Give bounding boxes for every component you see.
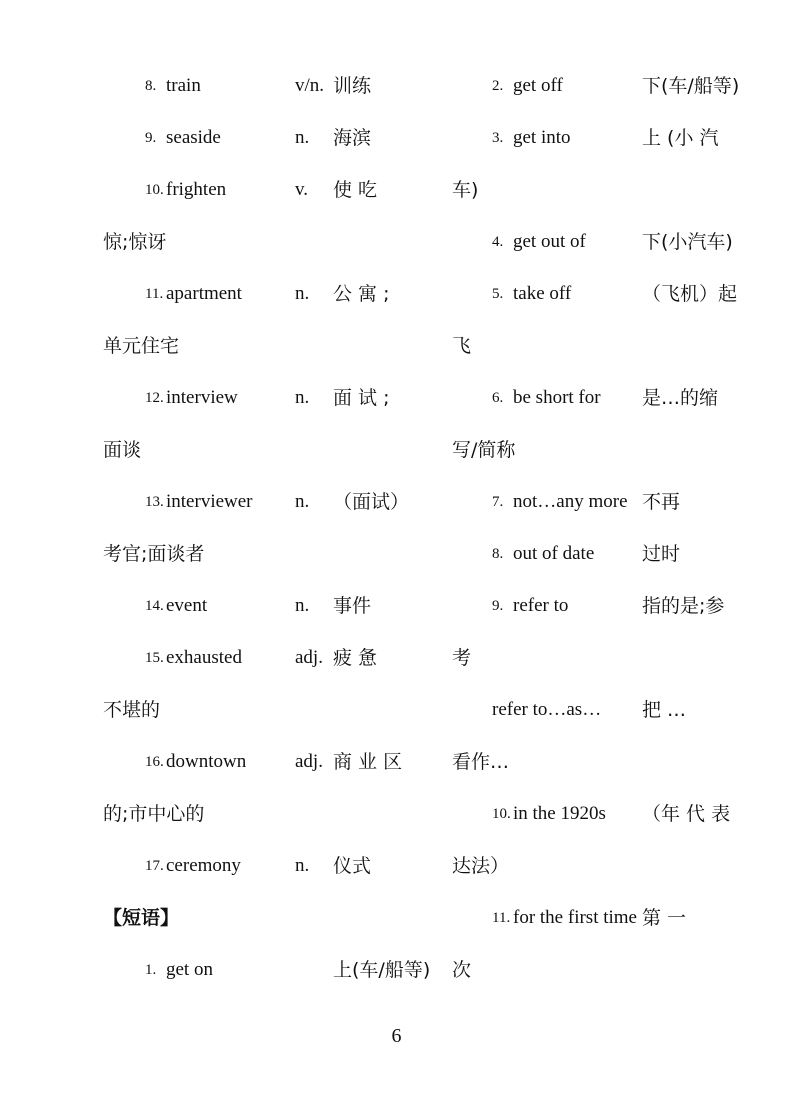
definition-continuation: 写/简称 [452,439,516,461]
vocab-line [452,424,742,476]
term: event [166,595,208,616]
right-column [452,60,742,996]
item-number: 13. [145,494,164,510]
part-of-speech: v. [295,179,309,200]
definition-continuation: 飞 [452,335,472,357]
term: interview [166,387,238,408]
chinese-definition: （飞机）起 [642,283,738,305]
chinese-definition: 不再 [642,491,681,513]
vocab-line [103,840,393,892]
vocab-line [452,320,742,372]
chinese-definition: 第 一 [642,907,687,929]
item-number: 2. [492,78,504,94]
vocab-line [452,736,742,788]
item-number: 10. [492,806,511,822]
item-number: 14. [145,598,164,614]
part-of-speech: n. [295,387,310,408]
item-number: 11. [492,910,511,926]
chinese-definition: 公 寓 ; [333,283,390,305]
vocab-line [103,580,393,632]
vocab-line [452,372,742,424]
definition-continuation: 看作… [452,751,510,773]
item-number: 8. [492,546,504,562]
item-number: 12. [145,390,164,406]
item-number: 1. [145,962,157,978]
term: refer to…as… [492,699,602,720]
term: not…any more [513,491,628,512]
definition-continuation: 面谈 [103,439,142,461]
part-of-speech: adj. [295,751,323,772]
vocab-line [452,164,742,216]
vocab-line [103,164,393,216]
vocab-line [452,788,742,840]
item-number: 3. [492,130,504,146]
vocab-line [452,892,742,944]
definition-continuation: 车) [452,179,479,201]
chinese-definition: 把 … [642,699,687,721]
vocab-line [103,268,393,320]
vocab-line [452,580,742,632]
definition-continuation: 次 [452,959,472,981]
chinese-definition: 仪式 [333,855,372,877]
chinese-definition: 上 (小 汽 [642,127,719,149]
term: get on [166,959,213,980]
vocab-line [452,684,742,736]
term: seaside [166,127,221,148]
term: apartment [166,283,242,304]
chinese-definition: （年 代 表 [642,803,731,825]
term: downtown [166,751,247,772]
vocab-line [103,320,393,372]
part-of-speech: n. [295,127,310,148]
chinese-definition: （面试） [333,491,410,513]
term: out of date [513,543,595,564]
item-number: 11. [145,286,164,302]
term: get out of [513,231,586,252]
part-of-speech: n. [295,595,310,616]
vocab-line [103,528,393,580]
definition-continuation: 的;市中心的 [103,803,205,825]
chinese-definition: 训练 [333,75,372,97]
term: interviewer [166,491,253,512]
term: frighten [166,179,227,200]
chinese-definition: 商 业 区 [333,751,403,773]
item-number: 4. [492,234,504,250]
part-of-speech: n. [295,491,310,512]
chinese-definition: 事件 [333,595,372,617]
vocab-line [103,476,410,528]
vocab-line [452,840,742,892]
chinese-definition: 过时 [642,543,681,565]
vocab-line [452,60,742,112]
part-of-speech: adj. [295,647,323,668]
term: for the first time [513,907,637,928]
term: ceremony [166,855,241,876]
vocab-line [103,60,393,112]
term: refer to [513,595,569,616]
item-number: 8. [145,78,157,94]
definition-continuation: 单元住宅 [103,335,180,357]
term: exhausted [166,647,242,668]
left-column [103,60,431,996]
definition-continuation: 惊;惊讶 [103,231,167,253]
definition-continuation: 不堪的 [103,699,161,721]
term: in the 1920s [513,803,606,824]
term: get into [513,127,571,148]
vocab-line [452,476,742,528]
item-number: 16. [145,754,164,770]
item-number: 5. [492,286,504,302]
vocab-line [103,216,393,268]
chinese-definition: 海滨 [333,127,372,149]
vocab-line [103,788,393,840]
chinese-definition: 使 吃 [333,179,378,201]
page-number: 6 [391,1025,402,1047]
vocab-line [452,528,742,580]
vocab-line [103,892,393,944]
vocab-line [452,632,742,684]
definition-continuation: 达法） [452,855,510,877]
term: take off [513,283,572,304]
vocab-line [103,112,393,164]
vocab-line [452,268,742,320]
vocab-line [452,216,742,268]
term: train [166,75,201,96]
chinese-definition: 疲 惫 [333,647,378,669]
part-of-speech: n. [295,855,310,876]
chinese-definition: 下(车/船等) [642,75,740,97]
vocab-line [103,424,393,476]
chinese-definition: 是…的缩 [642,387,719,409]
item-number: 7. [492,494,504,510]
chinese-definition: 上(车/船等) [333,959,431,981]
part-of-speech: n. [295,283,310,304]
vocab-line [103,736,403,788]
vocab-line [103,632,393,684]
vocab-line [103,372,393,424]
definition-continuation: 考官;面谈者 [103,543,205,565]
vocab-line [452,112,742,164]
vocab-line [103,944,431,996]
item-number: 15. [145,650,164,666]
item-number: 9. [492,598,504,614]
section-heading: 【短语】 [103,907,180,929]
term: be short for [513,387,601,408]
chinese-definition: 指的是;参 [642,595,725,617]
term: get off [513,75,563,96]
definition-continuation: 考 [452,647,472,669]
chinese-definition: 面 试 ; [333,387,390,409]
item-number: 17. [145,858,164,874]
item-number: 9. [145,130,157,146]
item-number: 6. [492,390,504,406]
vocab-line [452,944,742,996]
item-number: 10. [145,182,164,198]
chinese-definition: 下(小汽车) [642,231,733,253]
part-of-speech: v/n. [295,75,325,96]
vocab-line [103,684,393,736]
